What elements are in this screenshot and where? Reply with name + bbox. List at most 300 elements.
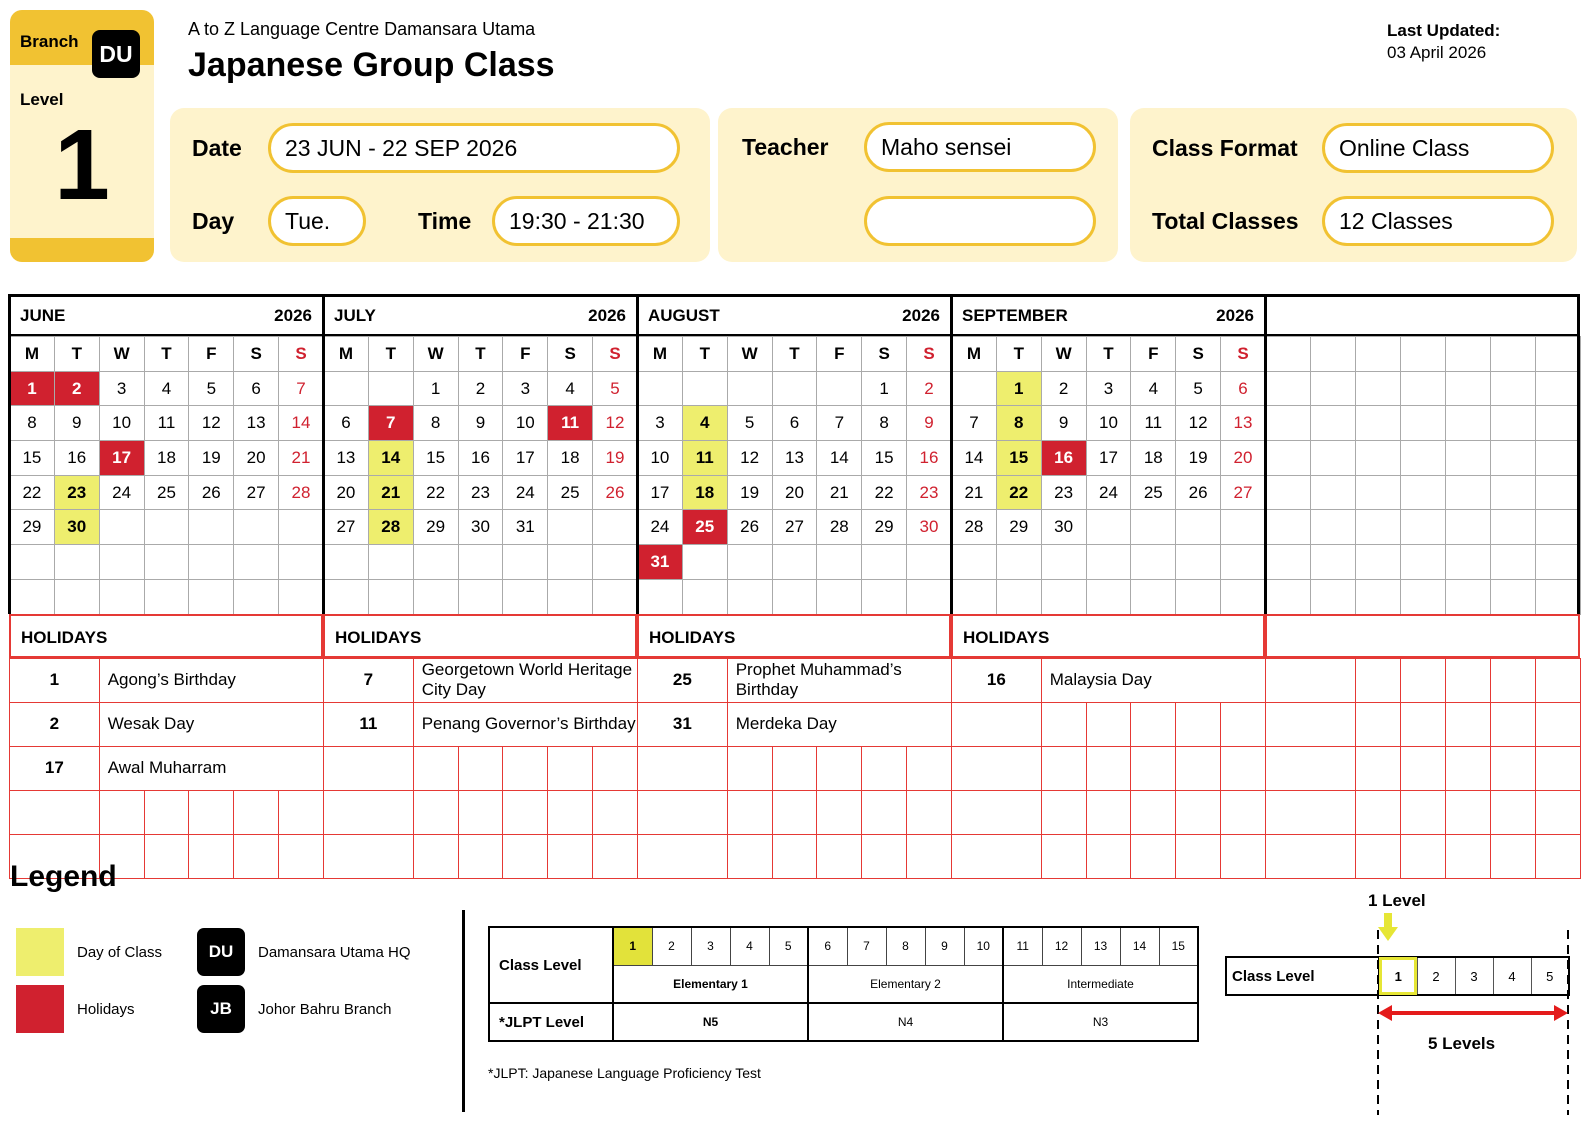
holidays-header (951, 614, 1265, 658)
empty-holiday-cell (458, 790, 503, 834)
empty-holiday-cell (99, 790, 144, 834)
holiday-row (952, 658, 1266, 702)
empty-holiday-cell (1131, 702, 1176, 746)
day-cell (144, 545, 189, 580)
day-cell: 5 (727, 406, 772, 441)
weekday-row (638, 337, 952, 372)
empty-holiday-cell (234, 790, 279, 834)
day-field: Tue. (268, 196, 366, 246)
class-day-cell: 21 (368, 475, 413, 510)
empty-holiday-cell (1401, 746, 1446, 790)
empty-holiday-cell (189, 790, 234, 834)
day-cell (1491, 579, 1536, 614)
day-cell (1311, 475, 1356, 510)
weekday-header: F (503, 337, 548, 372)
day-cell (1536, 371, 1581, 406)
level-cell: 7 (847, 927, 886, 965)
day-cell: 22 (10, 475, 55, 510)
weekday-header: F (817, 337, 862, 372)
empty-holiday-cell (1041, 834, 1086, 878)
empty-holiday-cell (952, 746, 1042, 790)
weekday-header: T (144, 337, 189, 372)
day-cell (189, 545, 234, 580)
branch-badge: DU (92, 30, 140, 78)
centre-name: A to Z Language Centre Damansara Utama (188, 19, 536, 39)
day-cell: 19 (1176, 441, 1221, 476)
weekday-header: M (324, 337, 369, 372)
empty-holiday-cell (413, 790, 458, 834)
holiday-row (638, 702, 952, 746)
week-row (638, 475, 952, 510)
empty-holiday-cell (1446, 702, 1491, 746)
holiday-legend-label: Holidays (77, 1001, 135, 1018)
class-day-cell: 22 (996, 475, 1041, 510)
empty-holiday-cell (458, 834, 503, 878)
week-row (10, 510, 324, 545)
weekday-header: T (1086, 337, 1131, 372)
day-cell (1446, 510, 1491, 545)
holiday-day-cell: 25 (682, 510, 727, 545)
day-cell (1221, 510, 1266, 545)
day-cell: 13 (772, 441, 817, 476)
holiday-row (10, 746, 324, 790)
month-separator (636, 294, 639, 614)
weekday-header: S (548, 337, 593, 372)
day-cell (1266, 371, 1311, 406)
day-cell: 19 (189, 441, 234, 476)
calendar-top-border (9, 294, 1580, 297)
day-cell: 2 (458, 371, 503, 406)
empty-holiday-cell (144, 834, 189, 878)
empty-holiday-cell (279, 834, 324, 878)
day-cell (189, 579, 234, 614)
day-cell (1536, 579, 1581, 614)
empty-holiday-cell (503, 746, 548, 790)
empty-holiday-cell (324, 746, 414, 790)
day-cell (1131, 510, 1176, 545)
legend-title: Legend (10, 860, 117, 893)
diagram-level-cell: 2 (1417, 957, 1455, 995)
day-cell (772, 579, 817, 614)
empty-holiday-cell (1266, 658, 1356, 702)
day-cell: 4 (548, 371, 593, 406)
level-cell: 10 (964, 927, 1003, 965)
empty-holiday-cell (234, 834, 279, 878)
empty-holiday-cell (1356, 702, 1401, 746)
week-row (324, 475, 638, 510)
holiday-row (324, 658, 638, 702)
weekday-header: T (458, 337, 503, 372)
holiday-row (1266, 790, 1581, 834)
time-label: Time (418, 208, 472, 234)
day-cell: 9 (54, 406, 99, 441)
holiday-date: 2 (10, 702, 100, 746)
month-grid (637, 336, 952, 615)
holiday-day-cell: 11 (548, 406, 593, 441)
week-row (324, 371, 638, 406)
day-cell (996, 579, 1041, 614)
day-cell (593, 545, 638, 580)
holidays-list (9, 658, 324, 879)
weekday-header: S (1221, 337, 1266, 372)
week-row (1266, 475, 1581, 510)
day-cell (1356, 406, 1401, 441)
day-cell: 4 (144, 371, 189, 406)
week-row (638, 510, 952, 545)
day-cell: 20 (324, 475, 369, 510)
level-cell-current: 1 (613, 927, 652, 965)
month-separator (1577, 294, 1580, 614)
day-cell: 10 (503, 406, 548, 441)
day-cell (1446, 441, 1491, 476)
month-separator (1264, 294, 1267, 614)
day-cell: 23 (1041, 475, 1086, 510)
holiday-row (638, 658, 952, 702)
day-cell: 30 (1041, 510, 1086, 545)
day-cell (1356, 371, 1401, 406)
day-cell: 27 (324, 510, 369, 545)
holiday-row (952, 790, 1266, 834)
holiday-row (324, 790, 638, 834)
day-cell (234, 545, 279, 580)
day-cell: 28 (279, 475, 324, 510)
level-cell: 11 (1003, 927, 1042, 965)
day-cell (1221, 579, 1266, 614)
teacher-field: Maho sensei (864, 122, 1096, 172)
day-cell (638, 371, 683, 406)
day-cell (368, 579, 413, 614)
empty-holiday-cell (952, 790, 1042, 834)
day-cell (907, 579, 952, 614)
day-cell: 3 (638, 406, 683, 441)
week-row (324, 545, 638, 580)
day-cell: 17 (638, 475, 683, 510)
day-cell (99, 510, 144, 545)
day-cell: 9 (458, 406, 503, 441)
month-year: 2026 (588, 306, 626, 325)
empty-holiday-cell (907, 746, 952, 790)
day-cell: 25 (1131, 475, 1176, 510)
blank-grid (1265, 336, 1581, 615)
weekday-header: T (368, 337, 413, 372)
week-row (10, 406, 324, 441)
day-cell (1401, 475, 1446, 510)
weekday-header: T (682, 337, 727, 372)
week-row (952, 475, 1266, 510)
day-cell (1401, 441, 1446, 476)
empty-holiday-cell (952, 702, 1042, 746)
empty-holiday-cell (548, 790, 593, 834)
day-cell: 30 (458, 510, 503, 545)
day-cell (1446, 579, 1491, 614)
level-cell: 12 (1042, 927, 1081, 965)
empty-holiday-cell (772, 746, 817, 790)
week-row (638, 441, 952, 476)
week-row (1266, 510, 1581, 545)
day-cell (279, 579, 324, 614)
weekday-header: S (1176, 337, 1221, 372)
jlpt-n4: N4 (808, 1003, 1003, 1041)
day-cell (1401, 406, 1446, 441)
day-cell (1536, 510, 1581, 545)
week-row (638, 545, 952, 580)
month-header (951, 294, 1265, 336)
day-cell: 15 (10, 441, 55, 476)
holiday-row (638, 834, 952, 878)
class-day-cell: 8 (996, 406, 1041, 441)
day-cell: 21 (952, 475, 997, 510)
day-cell (54, 579, 99, 614)
day-cell: 20 (234, 441, 279, 476)
empty-holiday-cell (1491, 746, 1536, 790)
empty-holiday-cell (324, 790, 414, 834)
day-cell: 3 (99, 371, 144, 406)
day-cell: 7 (952, 406, 997, 441)
day-cell: 8 (862, 406, 907, 441)
week-row (952, 441, 1266, 476)
week-row (10, 545, 324, 580)
day-cell (1311, 579, 1356, 614)
day-cell: 18 (1131, 441, 1176, 476)
day-cell (548, 579, 593, 614)
month-grid (323, 336, 638, 615)
day-cell (1536, 406, 1581, 441)
weekday-header: W (413, 337, 458, 372)
down-arrow-icon (1378, 913, 1398, 941)
jlpt-level-label: *JLPT Level (489, 1003, 613, 1041)
day-cell: 21 (279, 441, 324, 476)
stage-intermediate: Intermediate (1003, 965, 1198, 1003)
week-row (1266, 579, 1581, 614)
week-row (1266, 406, 1581, 441)
day-cell: 17 (1086, 441, 1131, 476)
day-cell: 29 (996, 510, 1041, 545)
day-cell (1356, 441, 1401, 476)
day-cell (1536, 441, 1581, 476)
empty-holiday-cell (1176, 834, 1221, 878)
blank-holidays-header (1265, 614, 1580, 658)
holidays-label: HOLIDAYS (649, 627, 736, 647)
day-cell: 26 (1176, 475, 1221, 510)
day-cell (548, 545, 593, 580)
day-cell: 27 (772, 510, 817, 545)
day-cell (1536, 475, 1581, 510)
day-cell: 31 (503, 510, 548, 545)
left-arrowhead-icon (1378, 1005, 1392, 1021)
one-level-label: 1 Level (1368, 891, 1426, 910)
day-cell: 11 (144, 406, 189, 441)
day-cell: 14 (279, 406, 324, 441)
empty-holiday-cell (1086, 746, 1131, 790)
empty-holiday-cell (593, 790, 638, 834)
month-year: 2026 (274, 306, 312, 325)
day-cell (1266, 545, 1311, 580)
day-cell: 12 (727, 441, 772, 476)
diagram-class-level-label: Class Level (1226, 957, 1379, 995)
empty-holiday-cell (1491, 702, 1536, 746)
day-cell: 19 (727, 475, 772, 510)
teacher-label: Teacher (742, 134, 829, 160)
week-row (638, 371, 952, 406)
holiday-row (952, 834, 1266, 878)
stage-elementary-2: Elementary 2 (808, 965, 1003, 1003)
week-row (10, 441, 324, 476)
day-cell (458, 545, 503, 580)
day-cell: 15 (413, 441, 458, 476)
holiday-day-cell: 2 (54, 371, 99, 406)
du-badge: DU (197, 928, 245, 976)
weekday-header: F (189, 337, 234, 372)
day-cell (1131, 545, 1176, 580)
day-cell (1176, 579, 1221, 614)
day-cell: 23 (458, 475, 503, 510)
holiday-swatch (16, 985, 64, 1033)
class-title: Japanese Group Class (188, 46, 555, 84)
holiday-row (1266, 658, 1581, 702)
class-format-field: Online Class (1322, 123, 1554, 173)
day-cell (996, 545, 1041, 580)
weekday-header: W (99, 337, 144, 372)
day-cell (413, 579, 458, 614)
day-cell (1311, 371, 1356, 406)
day-cell: 13 (1221, 406, 1266, 441)
day-cell (1176, 545, 1221, 580)
month-header (637, 294, 951, 336)
day-cell (593, 510, 638, 545)
day-cell (1401, 579, 1446, 614)
empty-holiday-cell (862, 834, 907, 878)
empty-holiday-cell (1041, 746, 1086, 790)
total-classes-field: 12 Classes (1322, 196, 1554, 246)
day-cell: 22 (862, 475, 907, 510)
empty-holiday-cell (1131, 746, 1176, 790)
day-cell (324, 579, 369, 614)
empty-holiday-cell (1176, 790, 1221, 834)
class-day-cell: 15 (996, 441, 1041, 476)
day-cell (1266, 510, 1311, 545)
day-cell (413, 545, 458, 580)
level-numbers-row (489, 927, 1198, 965)
day-cell (1446, 371, 1491, 406)
day-cell (772, 371, 817, 406)
empty-holiday-cell (1401, 834, 1446, 878)
day-cell (817, 545, 862, 580)
day-cell: 29 (862, 510, 907, 545)
empty-holiday-cell (1266, 702, 1356, 746)
empty-holiday-cell (1176, 746, 1221, 790)
schedule-panel (170, 108, 710, 262)
day-cell (817, 579, 862, 614)
day-cell (189, 510, 234, 545)
holiday-date: 11 (324, 702, 414, 746)
class-day-cell: 4 (682, 406, 727, 441)
holiday-name: Prophet Muhammad’s Birthday (727, 658, 951, 702)
day-cell: 6 (324, 406, 369, 441)
empty-holiday-cell (593, 834, 638, 878)
holiday-row (10, 790, 324, 834)
day-cell (1266, 406, 1311, 441)
day-cell (324, 545, 369, 580)
empty-holiday-cell (1356, 790, 1401, 834)
day-cell: 8 (413, 406, 458, 441)
day-cell (1491, 545, 1536, 580)
month-name: SEPTEMBER (962, 306, 1068, 325)
empty-holiday-cell (1041, 702, 1086, 746)
day-cell (548, 510, 593, 545)
day-cell (862, 579, 907, 614)
empty-holiday-cell (144, 790, 189, 834)
day-cell (1311, 441, 1356, 476)
holidays-label: HOLIDAYS (963, 627, 1050, 647)
empty-holiday-cell (1356, 834, 1401, 878)
teacher-panel (718, 108, 1118, 262)
level-cell: 3 (691, 927, 730, 965)
month-header (9, 294, 323, 336)
day-cell: 3 (503, 371, 548, 406)
day-cell (907, 545, 952, 580)
diagram-level-cell: 3 (1455, 957, 1493, 995)
day-cell: 26 (593, 475, 638, 510)
day-cell: 10 (99, 406, 144, 441)
day-cell: 13 (234, 406, 279, 441)
holiday-name: Wesak Day (99, 702, 323, 746)
day-cell (1356, 579, 1401, 614)
holiday-row (638, 790, 952, 834)
day-cell (1221, 545, 1266, 580)
level-cell: 6 (808, 927, 847, 965)
blank-holidays-list (1265, 658, 1581, 879)
day-cell (727, 545, 772, 580)
holiday-row (10, 702, 324, 746)
week-row (952, 371, 1266, 406)
day-cell (503, 579, 548, 614)
day-cell: 12 (593, 406, 638, 441)
empty-holiday-cell (727, 790, 772, 834)
weekday-header: F (1131, 337, 1176, 372)
empty-holiday-cell (1266, 834, 1356, 878)
level-label: Level (20, 90, 64, 109)
empty-holiday-cell (1536, 790, 1581, 834)
level-cell: 4 (730, 927, 769, 965)
empty-holiday-cell (1086, 834, 1131, 878)
day-cell: 8 (10, 406, 55, 441)
day-cell (1041, 579, 1086, 614)
empty-holiday-cell (1266, 790, 1356, 834)
holiday-date: 31 (638, 702, 728, 746)
day-cell (368, 371, 413, 406)
holiday-day-cell: 1 (10, 371, 55, 406)
day-cell: 22 (413, 475, 458, 510)
week-row (10, 371, 324, 406)
empty-holiday-cell (638, 790, 728, 834)
holiday-name: Agong’s Birthday (99, 658, 323, 702)
empty-holiday-cell (772, 834, 817, 878)
week-row (324, 441, 638, 476)
day-cell: 16 (907, 441, 952, 476)
empty-holiday-cell (1131, 834, 1176, 878)
month-name: AUGUST (648, 306, 720, 325)
day-cell: 21 (817, 475, 862, 510)
level-cell: 13 (1081, 927, 1120, 965)
day-cell: 7 (817, 406, 862, 441)
day-cell (817, 371, 862, 406)
empty-holiday-cell (727, 834, 772, 878)
empty-holiday-cell (1041, 790, 1086, 834)
empty-holiday-cell (189, 834, 234, 878)
jlpt-n5: N5 (613, 1003, 808, 1041)
day-cell: 23 (907, 475, 952, 510)
class-day-legend-label: Day of Class (77, 944, 163, 961)
